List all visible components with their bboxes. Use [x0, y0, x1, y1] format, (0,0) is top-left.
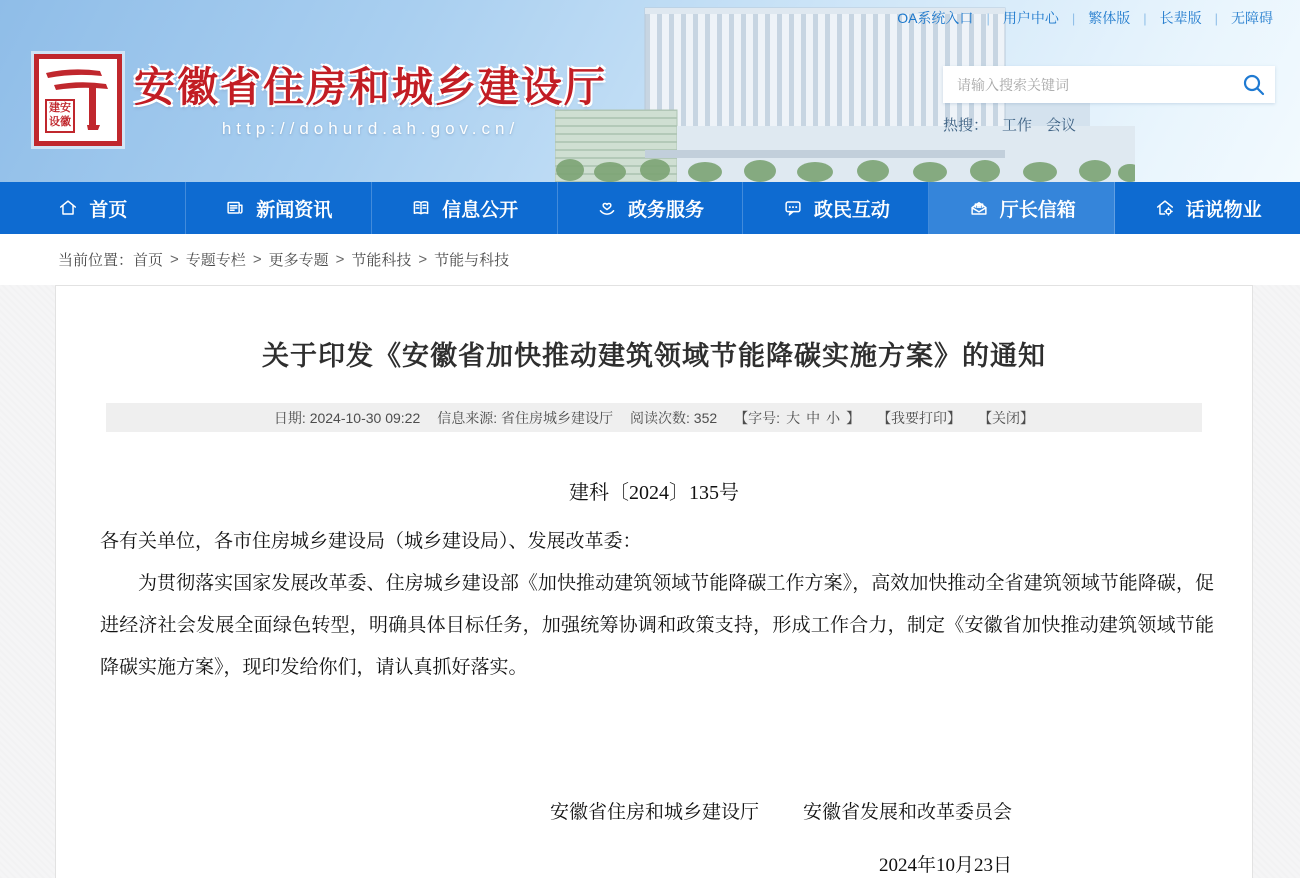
site-url: http://dohurd.ah.gov.cn/ [221, 119, 520, 138]
top-utility-bar [884, 0, 1286, 36]
search-area [943, 66, 1275, 135]
page-background [0, 285, 1300, 878]
document-number: 建科〔2024〕135号 [569, 482, 739, 504]
article-meta-bar [106, 403, 1202, 432]
breadcrumb-label: 当前位置： [58, 252, 134, 269]
search-icon[interactable] [1241, 72, 1267, 98]
nav-item-info-disclosure[interactable] [372, 182, 558, 234]
top-link-separator: | [1143, 10, 1147, 26]
hot-search-label: 热搜： [943, 117, 989, 134]
nav-label: 话说物业 [1185, 199, 1262, 221]
top-link-traditional[interactable]: 繁体版 [1088, 10, 1131, 26]
search-box [943, 66, 1275, 103]
nav-item-home[interactable] [0, 182, 186, 234]
breadcrumb-link-more-topics[interactable]: 更多专题 [268, 252, 329, 269]
nav-item-public-interaction[interactable] [743, 182, 929, 234]
main-nav [0, 182, 1300, 234]
breadcrumb [0, 234, 1300, 285]
site-logo[interactable] [34, 54, 122, 146]
meta-date: 日期: 2024-10-30 09:22 [273, 409, 421, 426]
font-size-label: 【字号: [734, 409, 781, 426]
top-link-oa[interactable]: OA系统入口 [897, 10, 974, 26]
nav-item-property-talk[interactable] [1115, 182, 1300, 234]
site-branding [34, 54, 607, 146]
font-size-large-button[interactable]: 大 [786, 409, 801, 426]
breadcrumb-separator: > [252, 251, 262, 268]
hot-search-row [943, 114, 1275, 135]
nav-label: 新闻资讯 [256, 199, 333, 221]
nav-item-gov-services[interactable] [558, 182, 744, 234]
service-hands-icon [596, 197, 618, 219]
nav-label: 厅长信箱 [999, 199, 1076, 221]
open-book-icon [410, 197, 432, 219]
font-size-control [734, 408, 860, 428]
mailbox-icon [968, 197, 990, 219]
nav-label: 政务服务 [628, 199, 705, 221]
nav-label: 政民互动 [813, 199, 890, 221]
breadcrumb-link-energy-tech[interactable]: 节能科技 [351, 252, 412, 269]
breadcrumb-link-home[interactable]: 首页 [133, 252, 164, 269]
top-link-user-center[interactable]: 用户中心 [1002, 10, 1059, 26]
search-input[interactable] [943, 66, 1275, 103]
signature-row [56, 797, 1252, 824]
top-link-elder[interactable]: 长辈版 [1159, 10, 1202, 26]
font-size-label-suffix: 】 [846, 409, 861, 426]
nav-item-director-mailbox[interactable] [929, 182, 1115, 234]
nav-label: 信息公开 [442, 199, 519, 221]
breadcrumb-separator: > [418, 251, 428, 268]
font-size-medium-button[interactable]: 中 [806, 409, 821, 426]
body-paragraph: 为贯彻落实国家发展改革委、住房城乡建设部《加快推动建筑领域节能降碳工作方案》，高效加快推动全省建筑领域节能降碳，促进经济社会发展全面绿色转型，明确具体目标任务，加强统筹协调和政策支持，形成工作合力，制定《安徽省加快推动建筑领域节能降碳实施方案》，现印发给你们，请认真抓好落实。 [100, 573, 1214, 678]
news-icon [224, 197, 246, 219]
top-link-separator: | [1071, 10, 1076, 26]
hot-search-term-meeting[interactable]: 会议 [1046, 117, 1077, 134]
breadcrumb-link-energy-and-tech[interactable]: 节能与科技 [434, 252, 510, 269]
property-house-icon [1154, 197, 1176, 219]
logo-inner-seal: 建安 设徽 [45, 99, 75, 133]
top-link-separator: | [986, 10, 990, 26]
article-body [56, 476, 1252, 877]
home-icon [57, 197, 79, 219]
meta-source: 信息来源: 省住房城乡建设厅 [437, 409, 614, 426]
top-link-accessibility[interactable]: 无障碍 [1231, 10, 1273, 26]
site-header [0, 0, 1300, 182]
nav-item-news[interactable] [186, 182, 372, 234]
chat-bubble-icon [782, 197, 804, 219]
breadcrumb-separator: > [170, 251, 179, 268]
top-link-separator: | [1214, 10, 1218, 26]
meta-views: 阅读次数: 352 [630, 409, 718, 426]
nav-label: 首页 [89, 199, 128, 221]
close-button[interactable]: 【关闭】 [978, 409, 1035, 426]
hot-search-term-work[interactable]: 工作 [1002, 117, 1033, 134]
breadcrumb-link-special-columns[interactable]: 专题专栏 [185, 252, 246, 269]
breadcrumb-separator: > [335, 251, 345, 268]
salutation: 各有关单位，各市住房城乡建设局（城乡建设局）、发展改革委： [100, 531, 642, 552]
article-title: 关于印发《安徽省加快推动建筑领域节能降碳实施方案》的通知 [262, 341, 1046, 371]
signature-org-2: 安徽省发展和改革委员会 [802, 802, 1012, 823]
signature-org-1: 安徽省住房和城乡建设厅 [549, 802, 759, 823]
site-title: 安徽省住房和城乡建设厅 [134, 64, 607, 110]
print-button[interactable]: 【我要打印】 [877, 409, 962, 426]
font-size-small-button[interactable]: 小 [826, 409, 841, 426]
signature-date: 2024年10月23日 [878, 855, 1012, 876]
article-container [55, 285, 1253, 878]
